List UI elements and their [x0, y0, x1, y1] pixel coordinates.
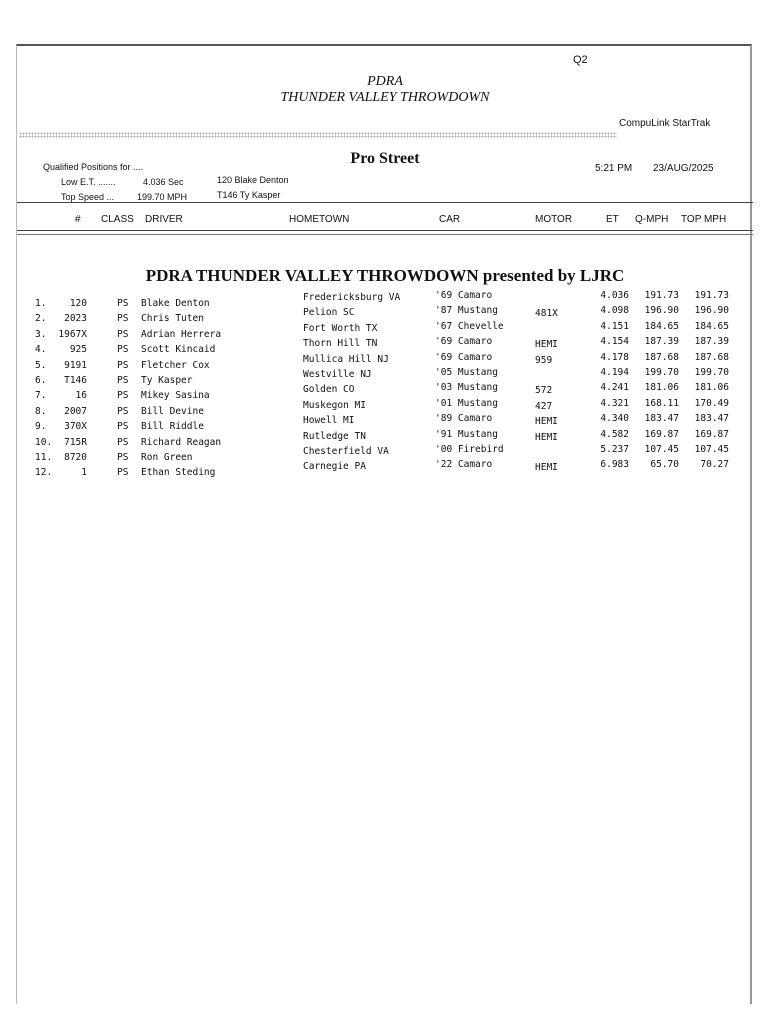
- motor-cell: 959: [535, 354, 553, 366]
- car-number-cell: 9191: [64, 359, 87, 371]
- car-number-cell: T146: [64, 374, 87, 386]
- driver-cell: Mikey Sasina: [141, 390, 210, 402]
- col-header-motor: MOTOR: [535, 214, 573, 225]
- car-cell: '01 Mustang: [435, 397, 498, 409]
- car-number-cell: 370X: [64, 421, 87, 433]
- top-mph-cell: 187.68: [694, 351, 729, 363]
- qmph-cell: 196.90: [644, 305, 679, 317]
- low-et-value: 4.036 Sec: [143, 177, 184, 187]
- hometown-cell: Pelion SC: [303, 307, 355, 319]
- driver-cell: Blake Denton: [141, 298, 210, 309]
- et-cell: 4.154: [600, 336, 629, 348]
- position-cell: 2.: [35, 313, 47, 325]
- col-header-topmph: TOP MPH: [681, 214, 727, 225]
- qmph-cell: 191.73: [644, 290, 679, 301]
- car-cell: '03 Mustang: [435, 382, 498, 394]
- driver-cell: Ethan Steding: [141, 467, 216, 479]
- top-speed-value: 199.70 MPH: [137, 192, 188, 202]
- hometown-cell: Thorn Hill TN: [303, 338, 378, 350]
- driver-cell: Adrian Herrera: [141, 328, 222, 340]
- et-cell: 4.151: [600, 320, 629, 332]
- motor-cell: 481X: [535, 308, 558, 320]
- col-header-class: CLASS: [101, 214, 134, 225]
- car-number-cell: 1967X: [58, 328, 87, 340]
- position-cell: 6.: [35, 374, 47, 386]
- driver-cell: Scott Kincaid: [141, 344, 216, 356]
- hometown-cell: Westville NJ: [303, 368, 372, 380]
- car-number-cell: 120: [69, 298, 87, 309]
- position-cell: 11.: [35, 451, 53, 463]
- class-cell: PS: [117, 451, 129, 463]
- car-number-cell: 2023: [64, 313, 87, 325]
- motor-cell: HEMI: [535, 462, 558, 474]
- hometown-cell: Golden CO: [303, 384, 355, 396]
- qmph-cell: 107.45: [644, 443, 679, 455]
- hometown-cell: Rutledge TN: [303, 430, 366, 442]
- car-number-cell: 8720: [64, 451, 87, 463]
- class-cell: PS: [117, 328, 129, 340]
- timing-system-label: CompuLink StarTrak: [619, 118, 711, 129]
- organization-title: PDRA: [367, 74, 403, 89]
- et-cell: 4.194: [600, 366, 629, 378]
- header-rule-bottom: [17, 230, 753, 231]
- motor-cell: HEMI: [535, 339, 558, 351]
- driver-cell: Ron Green: [141, 451, 193, 463]
- motor-cell: HEMI: [535, 416, 558, 428]
- top-mph-cell: 191.73: [694, 290, 729, 301]
- top-mph-cell: 170.49: [694, 397, 729, 409]
- car-cell: '91 Mustang: [435, 428, 498, 440]
- position-cell: 10.: [35, 436, 53, 448]
- car-cell: '69 Camaro: [435, 336, 493, 348]
- low-et-car: 120 Blake Denton: [217, 175, 289, 185]
- col-header-qmph: Q-MPH: [635, 214, 669, 225]
- position-cell: 9.: [35, 421, 47, 433]
- et-cell: 5.237: [600, 443, 629, 455]
- header-rule-bottom-2: [17, 234, 753, 235]
- driver-cell: Chris Tuten: [141, 313, 204, 325]
- results-sheet: [16, 44, 752, 1004]
- class-cell: PS: [117, 313, 129, 325]
- results-table: [17, 290, 753, 483]
- dotted-divider: [19, 132, 617, 138]
- driver-cell: Bill Devine: [141, 405, 204, 417]
- table-row: [17, 459, 753, 482]
- motor-cell: 572: [535, 385, 553, 397]
- top-mph-cell: 181.06: [694, 382, 729, 394]
- qmph-cell: 187.68: [644, 351, 679, 363]
- qmph-cell: 183.47: [644, 413, 679, 425]
- top-speed-label: Top Speed ...: [61, 192, 115, 202]
- et-cell: 4.098: [600, 305, 629, 317]
- class-cell: PS: [117, 421, 129, 433]
- position-cell: 7.: [35, 390, 47, 402]
- et-cell: 4.582: [600, 428, 629, 440]
- hometown-cell: Muskegon MI: [303, 399, 366, 411]
- header-rule-top: [17, 202, 753, 203]
- qmph-cell: 199.70: [644, 366, 679, 378]
- car-cell: '69 Camaro: [435, 351, 493, 363]
- hometown-cell: Chesterfield VA: [303, 445, 389, 457]
- top-mph-cell: 187.39: [694, 336, 729, 348]
- car-cell: '22 Camaro: [435, 459, 493, 471]
- motor-cell: 427: [535, 400, 553, 412]
- et-cell: 4.178: [600, 351, 629, 363]
- qmph-cell: 169.87: [644, 428, 679, 440]
- et-cell: 6.983: [600, 459, 629, 471]
- position-cell: 1.: [35, 298, 47, 309]
- car-cell: '89 Camaro: [435, 413, 493, 425]
- top-mph-cell: 196.90: [694, 305, 729, 317]
- car-number-cell: 2007: [64, 405, 87, 417]
- class-title: Pro Street: [350, 150, 420, 167]
- car-cell: '05 Mustang: [435, 366, 498, 378]
- car-cell: '67 Chevelle: [435, 320, 504, 332]
- top-mph-cell: 169.87: [694, 428, 729, 440]
- top-mph-cell: 183.47: [694, 413, 729, 425]
- car-number-cell: 925: [69, 344, 87, 356]
- hometown-cell: Carnegie PA: [303, 461, 366, 473]
- hometown-cell: Mullica Hill NJ: [303, 353, 389, 365]
- et-cell: 4.241: [600, 382, 629, 394]
- car-number-cell: 715R: [64, 436, 87, 448]
- position-cell: 12.: [35, 467, 53, 479]
- col-header-car: CAR: [439, 214, 461, 225]
- et-cell: 4.036: [600, 290, 629, 301]
- car-cell: '87 Mustang: [435, 305, 498, 317]
- car-number-cell: 16: [75, 390, 87, 402]
- qmph-cell: 168.11: [644, 397, 679, 409]
- top-mph-cell: 107.45: [694, 443, 729, 455]
- qmph-cell: 65.70: [650, 459, 679, 471]
- report-date: 23/AUG/2025: [653, 163, 714, 174]
- col-header-pos: #: [75, 214, 81, 225]
- col-header-et: ET: [606, 214, 619, 225]
- et-cell: 4.321: [600, 397, 629, 409]
- position-cell: 3.: [35, 328, 47, 340]
- col-header-driver: DRIVER: [145, 214, 183, 225]
- class-cell: PS: [117, 344, 129, 356]
- driver-cell: Ty Kasper: [141, 374, 193, 386]
- position-cell: 4.: [35, 344, 47, 356]
- hometown-cell: Fort Worth TX: [303, 322, 378, 334]
- car-cell: '69 Camaro: [435, 290, 493, 301]
- qualified-positions-label: Qualified Positions for ....: [43, 162, 144, 172]
- class-cell: PS: [117, 374, 129, 386]
- event-title: THUNDER VALLEY THROWDOWN: [280, 90, 490, 105]
- class-cell: PS: [117, 359, 129, 371]
- driver-cell: Bill Riddle: [141, 421, 204, 433]
- hometown-cell: Howell MI: [303, 415, 355, 427]
- class-cell: PS: [117, 436, 129, 448]
- driver-cell: Richard Reagan: [141, 436, 222, 448]
- car-cell: '00 Firebird: [435, 443, 504, 455]
- motor-cell: HEMI: [535, 431, 558, 443]
- top-mph-cell: 70.27: [700, 459, 729, 471]
- hometown-cell: Fredericksburg VA: [303, 292, 401, 303]
- qmph-cell: 187.39: [644, 336, 679, 348]
- report-time: 5:21 PM: [595, 163, 633, 174]
- driver-cell: Fletcher Cox: [141, 359, 210, 371]
- low-et-label: Low E.T. .......: [61, 177, 116, 187]
- session-label: Q2: [573, 54, 588, 66]
- top-mph-cell: 184.65: [694, 320, 729, 332]
- class-cell: PS: [117, 390, 129, 402]
- event-banner: PDRA THUNDER VALLEY THROWDOWN presented by LJRC: [145, 266, 625, 285]
- qmph-cell: 181.06: [644, 382, 679, 394]
- class-cell: PS: [117, 405, 129, 417]
- class-cell: PS: [117, 467, 129, 479]
- position-cell: 5.: [35, 359, 47, 371]
- top-speed-car: T146 Ty Kasper: [217, 190, 281, 200]
- car-number-cell: 1: [81, 467, 87, 479]
- position-cell: 8.: [35, 405, 47, 417]
- class-cell: PS: [117, 298, 129, 309]
- et-cell: 4.340: [600, 413, 629, 425]
- top-mph-cell: 199.70: [694, 366, 729, 378]
- col-header-hometown: HOMETOWN: [289, 214, 350, 225]
- qmph-cell: 184.65: [644, 320, 679, 332]
